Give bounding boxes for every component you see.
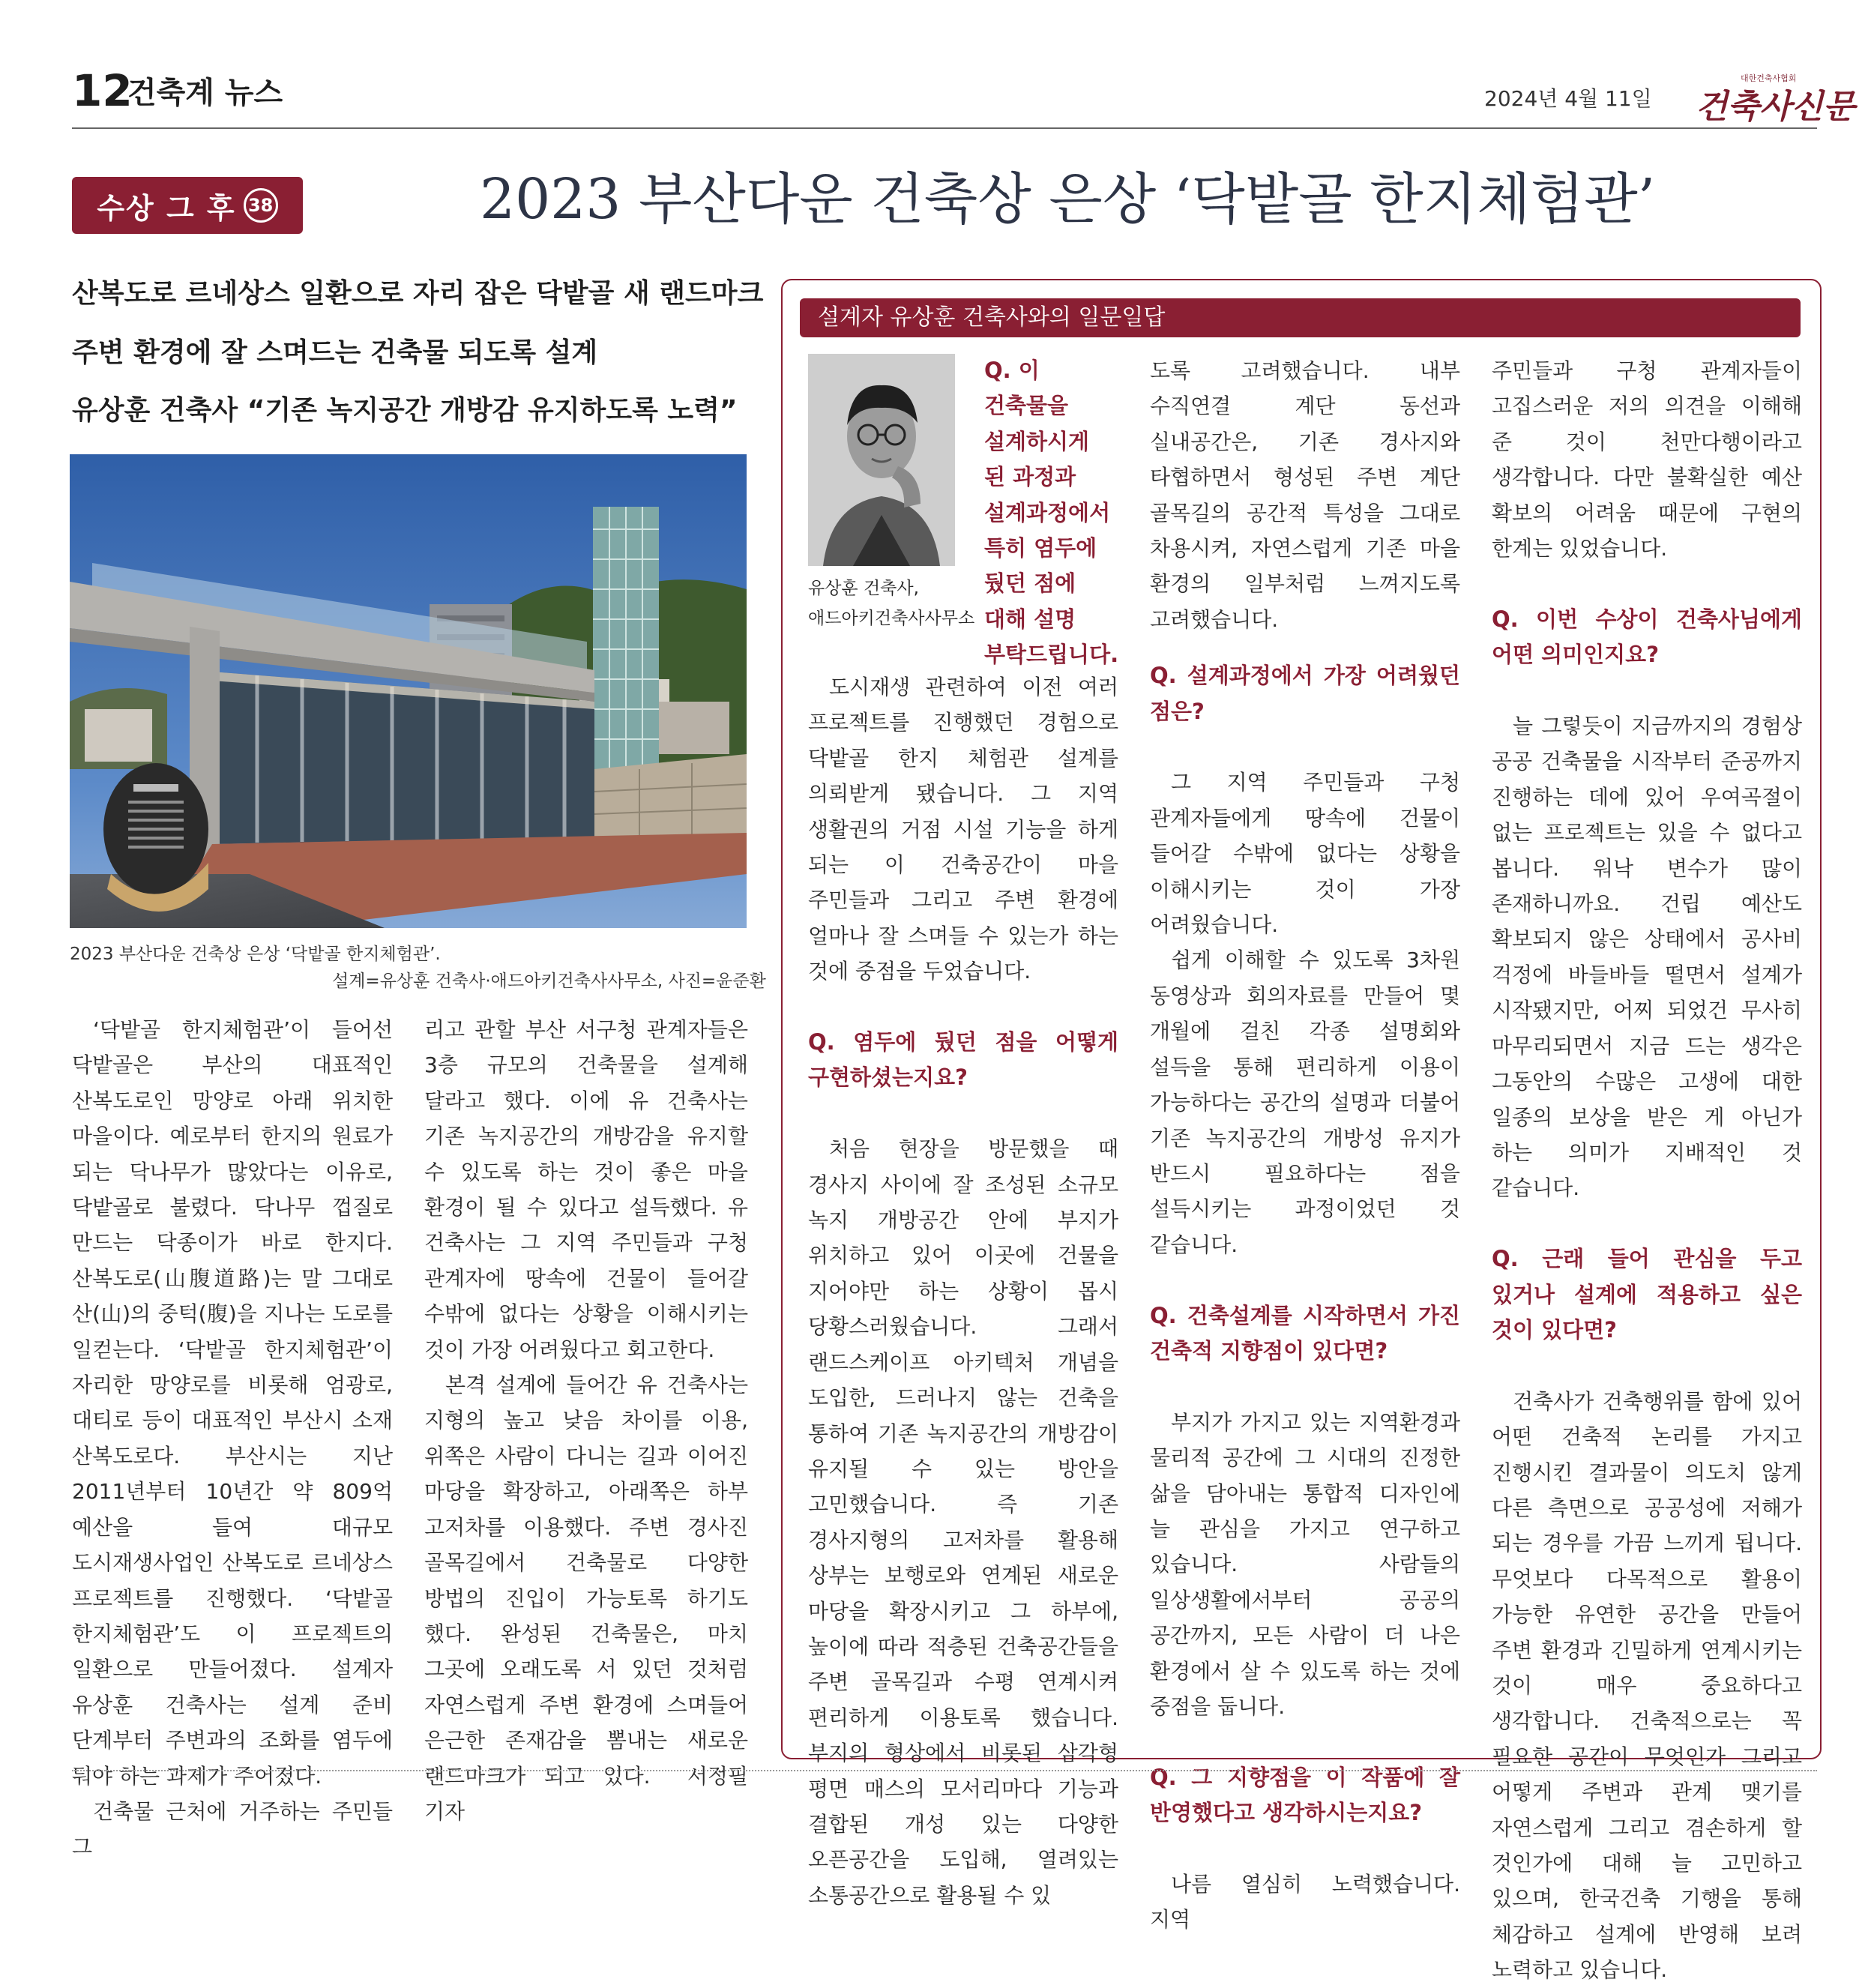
footer-divider — [72, 1770, 1817, 1771]
interview-answer-7: 건축사가 건축행위를 함에 있어 어떤 건축적 논리를 가지고 진행시킨 결과물이 의도치 않게 다른 측면으로 공공성에 저해가 되는 경우를 가끔 느끼게 됩니다. 무엇보다 다목적으로 활용이 가능한 유연한 공간을 만들어 주변 환경과 긴밀하게 연계시키는 것이 매우 중요하다고 생각합니다. 건축적으로는 꼭 필요한 공간이 무엇인가 그리고 어떻게 주변과 관계 맺기를 자연스럽게 그리고 겸손하게 할 것인가에 대해 늘 고민하고 있으며, 한국건축 기행을 통해 체감하고 설계에 반영해 보려 노력하고 있습니다. — [1492, 1388, 1802, 1983]
subhead-1: 산복도로 르네상스 일환으로 자리 잡은 닥밭골 새 랜드마크 — [72, 278, 764, 309]
logo-publisher: 대한건축사협회 — [1741, 73, 1797, 83]
article-paragraph-text: 본격 설계에 들어간 유 건축사는 지형의 높고 낮음 차이를 이용, 위쪽은 사람이 다니는 길과 이어진 마당을 확장하고, 아래쪽은 하부 고저차를 이용했다. 주변 경사진 골목길에서 건축물로 다양한 방법의 진입이 가능토록 하기도 했다. 완성된 건축물은, 마치 그곳에 오래도록 서 있던 것처럼 자연스럽게 주변 환경에 스며들어 은근한 존재감을 뽐내는 새로운 랜드마크가 되고 있다. — [424, 1373, 748, 1789]
subhead-2: 주변 환경에 잘 스며드는 건축물 되도록 설계 — [72, 337, 598, 368]
portrait-caption-office: 애드아키건축사사무소 — [808, 609, 975, 628]
interview-column-3 — [1492, 353, 1802, 1988]
architect-portrait — [808, 354, 955, 566]
section-title: 건축계 뉴스 — [127, 76, 283, 110]
interview-question-1: Q. 이 건축물을 설계하시게 된 과정과 설계과정에서 특히 염두에 뒀던 점에 대해 설명 부탁드립니다. — [984, 358, 1119, 668]
interview-question-6: Q. 이번 수상이 건축사님에게 어떤 의미인지요? — [1492, 606, 1802, 668]
headline: 2023 부산다운 건축상 은상 ‘닥밭골 한지체험관’ — [480, 167, 1656, 232]
photo-caption-title: 2023 부산다운 건축상 은상 ‘닥밭골 한지체험관’. — [70, 945, 441, 964]
interview-title-bar: 설계자 유상훈 건축사와의 일문일답 — [800, 298, 1801, 337]
interview-question-2: Q. 염두에 뒀던 점을 어떻게 구현하셨는지요? — [808, 1029, 1118, 1091]
interview-question-5: Q. 그 지향점을 이 작품에 잘 반영했다고 생각하시는지요? — [1150, 1764, 1460, 1826]
article-paragraph: ‘닥밭골 한지체험관’이 들어선 닥밭골은 부산의 대표적인 산복도로인 망양로 아래 위치한 마을이다. 예로부터 한지의 원료가 되는 닥나무가 많았다는 이유로, 닥밭골로 불렸다. 닥나무 껍질로 만드는 닥종이가 바로 한지다. 산복도로(山腹道路)는 말 그대로 산(山)의 중턱(腹)을 지나는 도로를 일컫는다. ‘닥밭골 한지체험관’이 자리한 망양로를 비롯해 엄광로, 대티로 등이 대표적인 부산시 소재 산복도로다. 부산시는 지난 2011년부터 10년간 약 809억 예산을 들여 대규모 도시재생사업인 산복도로 르네상스 프로젝트를 진행했다. ‘닥밭골 한지체험관’도 이 프로젝트의 일환으로 만들어졌다. 설계자 유상훈 건축사는 설계 준비 단계부터 주변과의 조화를 염두에 둬야 하는 과제가 주어졌다. — [72, 1017, 393, 1789]
photo-caption-credit: 설계=유상훈 건축사·애드아키건축사사무소, 사진=윤준환 — [332, 972, 766, 991]
interview-answer-2-cont: 도록 고려했습니다. 내부 수직연결 계단 동선과 실내공간은, 기존 경사지와 타협하면서 형성된 주변 계단 골목길의 공간적 특성을 그대로 차용시켜, 자연스럽게 기존 마을 환경의 일부처럼 느껴지도록 고려했습니다. — [1150, 358, 1460, 632]
article-column-2 — [424, 1012, 748, 1829]
interview-answer-5: 나름 열심히 노력했습니다. 지역 — [1150, 1871, 1460, 1933]
newspaper-logo[interactable] — [1696, 72, 1855, 126]
interview-question-3: Q. 설계과정에서 가장 어려웠던 점은? — [1150, 663, 1460, 724]
article-paragraph: 건축물 근처에 거주하는 주민들 그 — [72, 1798, 393, 1860]
article-paragraph: 리고 관할 부산 서구청 관계자들은 3층 규모의 건축물을 설계해 달라고 했다. 이에 유 건축사는 기존 녹지공간의 개방감을 유지할 수 있도록 하는 것이 좋은 마을 환경이 될 수 있다고 설득했다. 유 건축사는 그 지역 주민들과 구청 관계자에 땅속에 건물이 들어갈 수밖에 없다는 상황을 이해시키는 것이 가장 어려웠다고 회고한다. — [424, 1017, 748, 1362]
interview-answer-5-cont: 주민들과 구청 관계자들이 고집스러운 저의 의견을 이해해 준 것이 천만다행이라고 생각합니다. 다만 불확실한 예산 확보의 어려움 때문에 구현의 한계는 있었습니다. — [1492, 358, 1802, 561]
subhead-3: 유상훈 건축사 “기존 녹지공간 개방감 유지하도록 노력” — [72, 395, 738, 426]
building-photo — [70, 454, 747, 928]
interview-answer-6: 늘 그렇듯이 지금까지의 경험상 공공 건축물을 시작부터 준공까지 진행하는 데에 있어 우여곡절이 없는 프로젝트는 있을 수 없다고 봅니다. 워낙 변수가 많이 존재하니까요. 건립 예산도 확보되지 않은 상태에서 공사비 걱정에 바들바들 떨면서 설계가 시작됐지만, 어찌 되었건 무사히 마무리되면서 지금 드는 생각은 그동안의 수많은 고생에 대한 일종의 보상을 받은 게 아닌가 하는 의미가 지배적인 것 같습니다. — [1492, 714, 1802, 1201]
issue-date: 2024년 4월 11일 — [1484, 86, 1652, 111]
logo-title: 건축사신문 — [1696, 88, 1855, 126]
interview-question-7: Q. 근래 들어 관심을 두고 있거나 설계에 적용하고 싶은 것이 있다면? — [1492, 1246, 1802, 1343]
series-label: 수상 그 후 — [97, 191, 236, 225]
interview-column-1 — [808, 669, 1118, 1913]
article-column-1 — [72, 1012, 393, 1865]
article-paragraph — [424, 1367, 748, 1829]
series-badge — [72, 177, 303, 234]
series-number: 38 — [244, 188, 278, 223]
portrait-caption — [808, 573, 974, 633]
interview-answer-3: 그 지역 주민들과 구청 관계자들에게 땅속에 건물이 들어갈 수밖에 없다는 상황을 이해시키는 것이 가장 어려웠습니다. — [1150, 770, 1460, 938]
interview-answer-2: 처음 현장을 방문했을 때 경사지 사이에 잘 조성된 소규모 녹지 개방공간 안에 부지가 위치하고 있어 이곳에 건물을 지어야만 하는 상황이 몹시 당황스러웠습니다. 그래서 랜드스케이프 아키텍처 개념을 도입한, 드러나지 않는 건축을 통하여 기존 녹지공간의 개방감이 유지될 수 있는 방안을 고민했습니다. 즉 기존 경사지형의 고저차를 활용해 상부는 보행로와 연계된 새로운 마당을 확장시키고 그 하부에, 높이에 따라 적층된 건축공간들을 주변 골목길과 수평 연계시켜 편리하게 이용토록 했습니다. 부지의 형상에서 비롯된 삼각형 평면 매스의 모서리마다 기능과 결합된 개성 있는 다양한 오픈공간을 도입해, 열려있는 소통공간으로 활용될 수 있 — [808, 1136, 1118, 1908]
portrait-caption-name: 유상훈 건축사, — [808, 579, 919, 598]
interview-answer-3b: 쉽게 이해할 수 있도록 3차원 동영상과 회의자료를 만들어 몇 개월에 걸친 각종 설명회와 설득을 통해 편리하게 이용이 가능하다는 공간의 설명과 더불어 기존 녹지공간의 개방성 유지가 반드시 필요하다는 점을 설득시키는 과정이었던 것 같습니다. — [1150, 948, 1460, 1257]
page-number: 12 — [72, 65, 133, 116]
header-divider — [72, 127, 1817, 129]
interview-answer-4: 부지가 가지고 있는 지역환경과 물리적 공간에 그 시대의 진정한 삶을 담아내는 통합적 디자인에 늘 관심을 가지고 연구하고 있습니다. 사람들의 일상생활에서부터 공공의 공간까지, 모든 사람이 더 나은 환경에서 살 수 있도록 하는 것에 중점을 둡니다. — [1150, 1409, 1460, 1719]
interview-question-4: Q. 건축설계를 시작하면서 가진 건축적 지향점이 있다면? — [1150, 1302, 1460, 1364]
interview-answer-1: 도시재생 관련하여 이전 여러 프로젝트를 진행했던 경험으로 닥밭골 한지 체험관 설계를 의뢰받게 됐습니다. 그 지역 생활권의 거점 시설 기능을 하게 되는 이 건축공간이 마을 주민들과 그리고 주변 환경에 얼마나 잘 스며들 수 있는가 하는 것에 중점을 두었습니다. — [808, 675, 1118, 984]
byline: 서정필 기자 — [424, 1763, 748, 1824]
interview-column-2 — [1150, 353, 1460, 1938]
